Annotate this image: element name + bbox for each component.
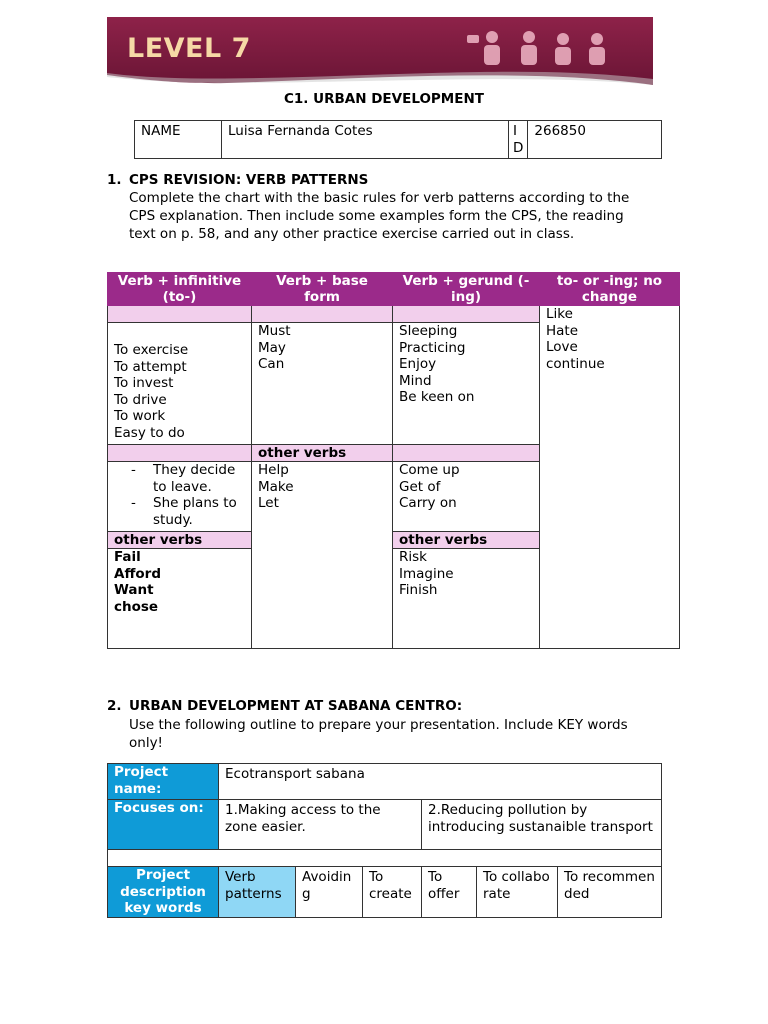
pink-cell xyxy=(393,306,540,323)
spacer-row xyxy=(108,850,662,867)
header-base-form: Verb + base form xyxy=(252,273,393,306)
header-no-change: to- or -ing; no change xyxy=(540,273,680,306)
header-infinitive: Verb + infinitive (to-) xyxy=(108,273,252,306)
section1-heading: CPS REVISION: VERB PATTERNS xyxy=(129,172,369,188)
focuses-label: Focuses on: xyxy=(108,800,219,850)
base-form-other: Help Make Let xyxy=(252,462,393,649)
project-name-value: Ecotransport sabana xyxy=(219,764,662,800)
section2-heading: URBAN DEVELOPMENT AT SABANA CENTRO: xyxy=(129,698,463,714)
other-verbs-label: other verbs xyxy=(393,531,540,549)
pink-cell xyxy=(108,444,252,462)
keyword-cell: Avoiding xyxy=(296,867,363,918)
section2-number: 2. xyxy=(107,698,122,714)
verb-patterns-table xyxy=(107,272,680,649)
infinitive-examples: To exercise To attempt To invest To drive To work Easy to do xyxy=(108,323,252,445)
keyword-cell: To create xyxy=(363,867,422,918)
id-label: I D xyxy=(509,121,528,159)
focus-1: 1.Making access to the zone easier. xyxy=(219,800,422,850)
description-label: Project description key words xyxy=(108,867,219,918)
pink-cell xyxy=(393,444,540,462)
section1-instructions: Complete the chart with the basic rules for verb patterns according to the CPS explanation. Then include some examples form the CPS, the reading text on p. 58, and any other practice exercise carried out in class. xyxy=(129,190,630,242)
gerund-other-verbs: Risk Imagine Finish xyxy=(393,549,540,649)
gerund-examples: Sleeping Practicing Enjoy Mind Be keen on xyxy=(393,323,540,445)
header-gerund: Verb + gerund (-ing) xyxy=(393,273,540,306)
focus-2: 2.Reducing pollution by introducing sustanaible transport xyxy=(422,800,662,850)
name-value: Luisa Fernanda Cotes xyxy=(222,121,509,159)
section1-number: 1. xyxy=(107,172,122,188)
project-outline-table xyxy=(107,763,662,918)
name-label: NAME xyxy=(135,121,222,159)
level-banner xyxy=(107,17,653,85)
project-name-label: Project name: xyxy=(108,764,219,800)
other-verbs-label: other verbs xyxy=(108,531,252,549)
list-item: - They decide to leave. xyxy=(153,462,245,495)
no-change-examples: Like Hate Love continue xyxy=(540,306,680,649)
infinitive-other-verbs: Fail Afford Want chose xyxy=(108,549,252,649)
pink-cell xyxy=(108,306,252,323)
keyword-cell: Verb patterns xyxy=(219,867,296,918)
keyword-cell: To collaborate xyxy=(477,867,558,918)
gerund-other: Come up Get of Carry on xyxy=(393,462,540,531)
base-form-examples: Must May Can xyxy=(252,323,393,445)
pink-cell xyxy=(252,306,393,323)
keyword-cell: To recommended xyxy=(558,867,662,918)
keyword-cell: To offer xyxy=(422,867,477,918)
student-info-table xyxy=(134,120,662,159)
list-item: - She plans to study. xyxy=(153,495,245,528)
section2-instructions: Use the following outline to prepare your presentation. Include KEY words only! xyxy=(129,717,628,751)
page-title: C1. URBAN DEVELOPMENT xyxy=(284,91,484,107)
id-value: 266850 xyxy=(528,121,662,159)
level-label: LEVEL 7 xyxy=(127,33,251,64)
infinitive-sentences xyxy=(108,462,252,531)
other-verbs-label: other verbs xyxy=(252,444,393,462)
